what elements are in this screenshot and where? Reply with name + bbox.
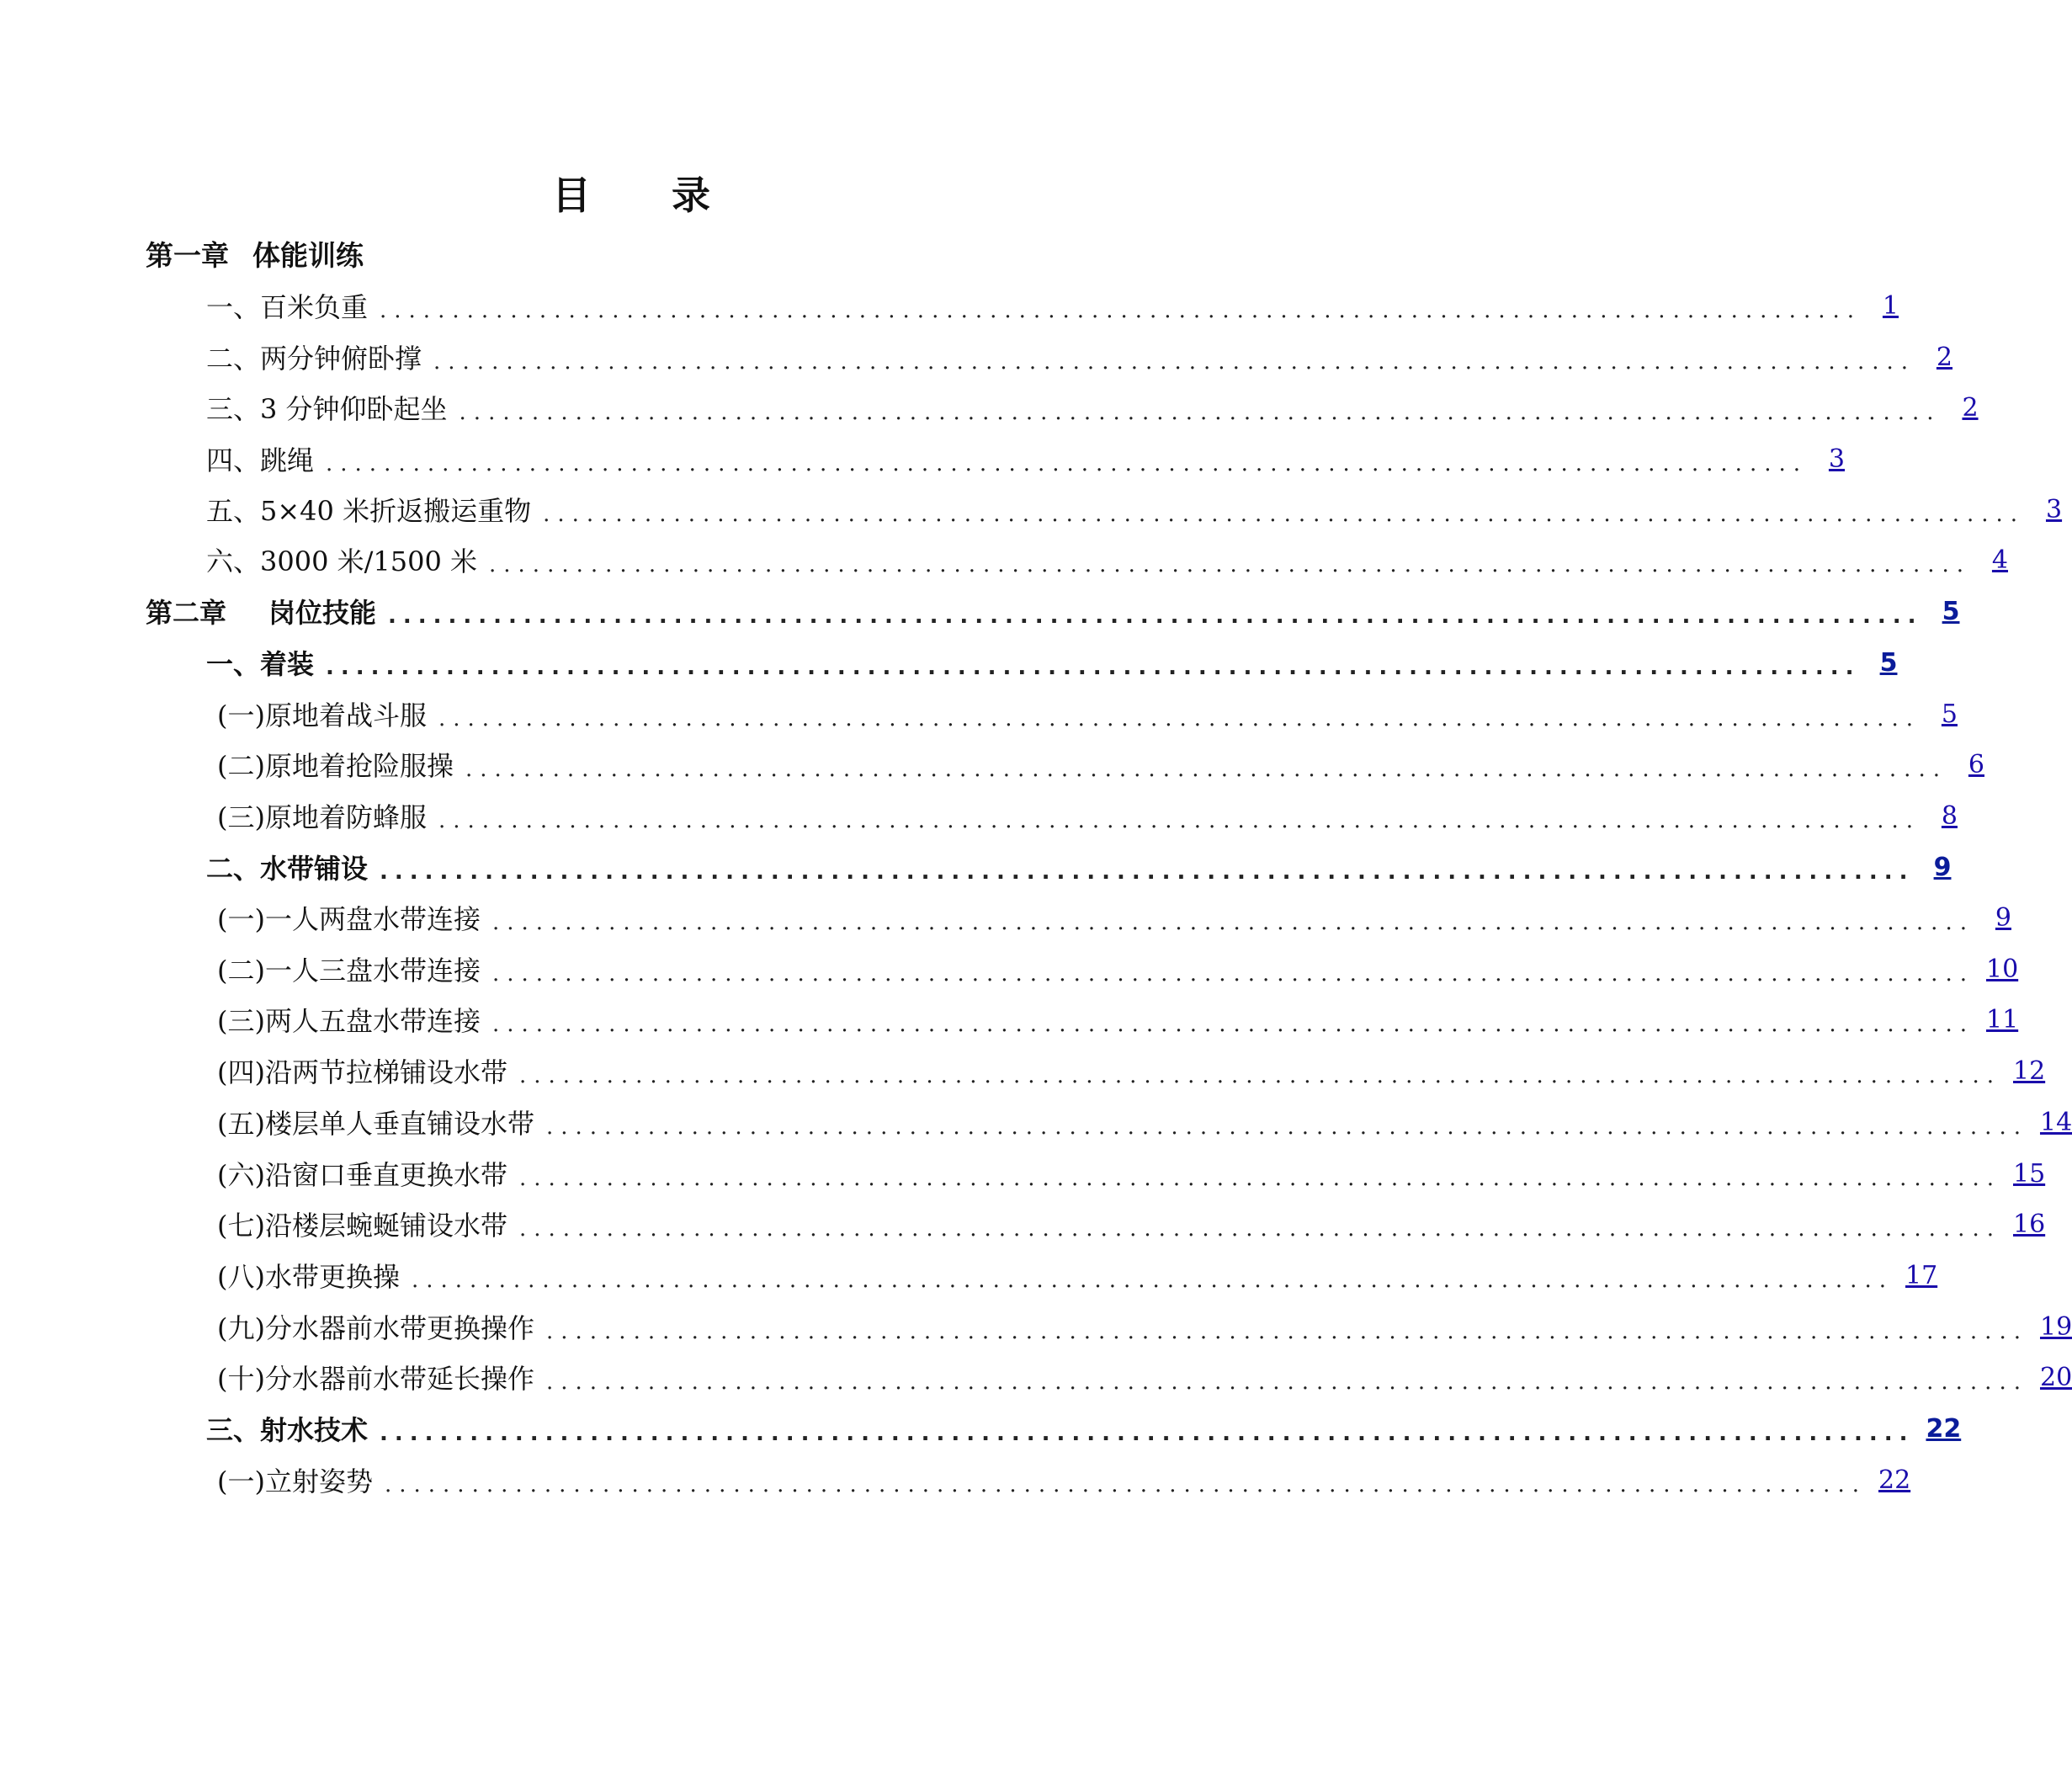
toc-entry[interactable] [206, 491, 2063, 528]
leader-dots: ...................................................................................................... [465, 757, 1947, 782]
toc-entry[interactable] [217, 1052, 2046, 1089]
leader-dots: ...................................................................................................... [545, 1370, 2028, 1395]
toc-page-link[interactable]: 9 [1933, 852, 1952, 882]
toc-entry-label: (二)一人三盘水带连接 [217, 955, 481, 987]
toc-entry-label: (二)原地着抢险服操 [217, 750, 454, 782]
toc-entry[interactable] [217, 1257, 1938, 1294]
chapter-1-heading [146, 234, 364, 274]
toc-page-link[interactable]: 22 [1926, 1413, 1962, 1444]
leader-dots: ...................................................................................................... [326, 451, 1809, 476]
toc-entry-label: (一)原地着战斗服 [217, 699, 427, 731]
toc-entry-label: 四、跳绳 [206, 444, 315, 476]
toc-section-2[interactable] [206, 848, 1952, 886]
toc-chapter-2-label [146, 592, 376, 630]
toc-title-part2: 录 [672, 173, 710, 218]
toc-entry[interactable] [217, 1359, 2072, 1396]
leader-dots: ...................................................................................................... [459, 400, 1942, 425]
toc-entry-label: 三、3 分钟仰卧起坐 [206, 393, 448, 425]
toc-entry-label: (三)原地着防蜂服 [217, 801, 427, 833]
toc-entry[interactable] [217, 1461, 1911, 1498]
toc-chapter-2[interactable] [146, 593, 1960, 630]
toc-entry-label: (七)沿楼层蜿蜒铺设水带 [217, 1210, 507, 1242]
toc-entry-label: (十)分水器前水带延长操作 [217, 1363, 534, 1395]
toc-entry[interactable] [206, 541, 2009, 578]
toc-section-1[interactable] [206, 644, 1898, 681]
toc-entry-label: (四)沿两节拉梯铺设水带 [217, 1056, 507, 1088]
toc-page-link[interactable]: 6 [1968, 749, 1984, 779]
toc-page-link[interactable]: 11 [1985, 1004, 2019, 1034]
toc-entry-label: (九)分水器前水带更换操作 [217, 1312, 534, 1344]
toc-section-label: 三、射水技术 [206, 1414, 369, 1446]
leader-dots: ...................................................................................................... [411, 1268, 1894, 1293]
toc-entry[interactable] [217, 1155, 2046, 1192]
chapter-2-title: 岗位技能 [268, 597, 377, 629]
toc-entry[interactable] [217, 1001, 2019, 1038]
chapter-1-title: 体能训练 [252, 239, 364, 272]
leader-dots: ...................................................................................................... [518, 1063, 2001, 1088]
toc-entry[interactable] [206, 287, 1899, 324]
toc-section-label: 一、着装 [206, 648, 315, 680]
leader-dots: ...................................................................................................... [518, 1216, 2001, 1242]
toc-entry[interactable] [217, 1104, 2072, 1141]
leader-dots: ...................................................................................................... [491, 910, 1974, 935]
toc-page-link[interactable]: 19 [2039, 1311, 2072, 1342]
toc-entry[interactable] [217, 797, 1958, 834]
toc-page-link[interactable]: 3 [1828, 444, 1846, 474]
toc-section-3[interactable] [206, 1410, 1962, 1447]
toc-entry[interactable] [206, 389, 1979, 426]
toc-page-link[interactable]: 1 [1882, 290, 1899, 321]
toc-entry-label: (三)两人五盘水带连接 [217, 1005, 481, 1037]
toc-entry-label: 二、两分钟俯卧撑 [206, 343, 422, 375]
leader-dots: ...................................................................................................... [326, 655, 1861, 680]
leader-dots: ...................................................................................................... [491, 1012, 1974, 1037]
toc-page-link[interactable]: 17 [1905, 1260, 1938, 1290]
toc-entry-label: 一、百米负重 [206, 291, 369, 323]
leader-dots: ...................................................................................................... [545, 1319, 2028, 1344]
toc-page-link[interactable]: 5 [1941, 699, 1958, 729]
toc-entry[interactable] [217, 950, 2019, 987]
leader-dots: ...................................................................................................... [388, 604, 1923, 629]
toc-page-link[interactable]: 8 [1941, 800, 1958, 831]
toc-page-link[interactable]: 20 [2039, 1362, 2072, 1392]
toc-entry[interactable] [206, 440, 1846, 477]
leader-dots: ...................................................................................................... [545, 1114, 2028, 1140]
leader-dots: ...................................................................................................... [433, 349, 1916, 375]
toc-page-link[interactable]: 14 [2039, 1107, 2072, 1137]
leader-dots: ...................................................................................................... [380, 298, 1862, 323]
leader-dots: ...................................................................................................... [438, 808, 1921, 833]
toc-page-link[interactable]: 2 [1936, 342, 1953, 372]
toc-entry[interactable] [217, 746, 1984, 783]
leader-dots: ...................................................................................................... [489, 552, 1972, 577]
toc-entry-label: 六、3000 米/1500 米 [206, 545, 478, 577]
toc-entry[interactable] [217, 1205, 2046, 1242]
toc-title-part1: 目 [552, 173, 591, 218]
chapter-1-number: 第一章 [146, 239, 229, 272]
leader-dots: ...................................................................................................... [518, 1166, 2001, 1191]
toc-page-link[interactable]: 5 [1879, 647, 1898, 678]
chapter-2-number: 第二章 [146, 597, 227, 629]
toc-entry-label: (一)立射姿势 [217, 1465, 373, 1497]
toc-page-link[interactable]: 15 [2012, 1158, 2046, 1189]
leader-dots: ...................................................................................................... [438, 706, 1921, 731]
toc-entry[interactable] [217, 899, 2011, 936]
toc-page-link[interactable]: 16 [2012, 1209, 2046, 1239]
toc-entry-label: (六)沿窗口垂直更换水带 [217, 1159, 507, 1191]
toc-entry-label: (五)楼层单人垂直铺设水带 [217, 1108, 534, 1140]
toc-page-link[interactable]: 5 [1942, 596, 1960, 626]
toc-page-link[interactable]: 3 [2045, 494, 2063, 524]
toc-entry[interactable] [206, 338, 1953, 375]
toc-entry-label: (一)一人两盘水带连接 [217, 903, 481, 935]
toc-section-label: 二、水带铺设 [206, 853, 369, 885]
leader-dots: ...................................................................................................... [491, 961, 1974, 987]
toc-entry-label: (八)水带更换操 [217, 1261, 400, 1293]
toc-page-link[interactable]: 4 [1991, 545, 2009, 575]
leader-dots: ...................................................................................................... [384, 1472, 1867, 1497]
toc-page-link[interactable]: 22 [1878, 1465, 1911, 1495]
toc-title [0, 165, 1262, 221]
toc-entry-label: 五、5×40 米折返搬运重物 [206, 495, 532, 527]
leader-dots: ...................................................................................................... [380, 859, 1915, 885]
toc-page-link[interactable]: 10 [1985, 954, 2019, 984]
toc-page-link[interactable]: 2 [1962, 392, 1979, 423]
toc-page-link[interactable]: 12 [2012, 1056, 2046, 1086]
leader-dots: ...................................................................................................... [380, 1421, 1915, 1446]
toc-entry[interactable] [217, 695, 1958, 732]
leader-dots: ...................................................................................................... [543, 502, 2026, 527]
toc-page-link[interactable]: 9 [1995, 902, 2011, 933]
toc-entry[interactable] [217, 1308, 2072, 1345]
